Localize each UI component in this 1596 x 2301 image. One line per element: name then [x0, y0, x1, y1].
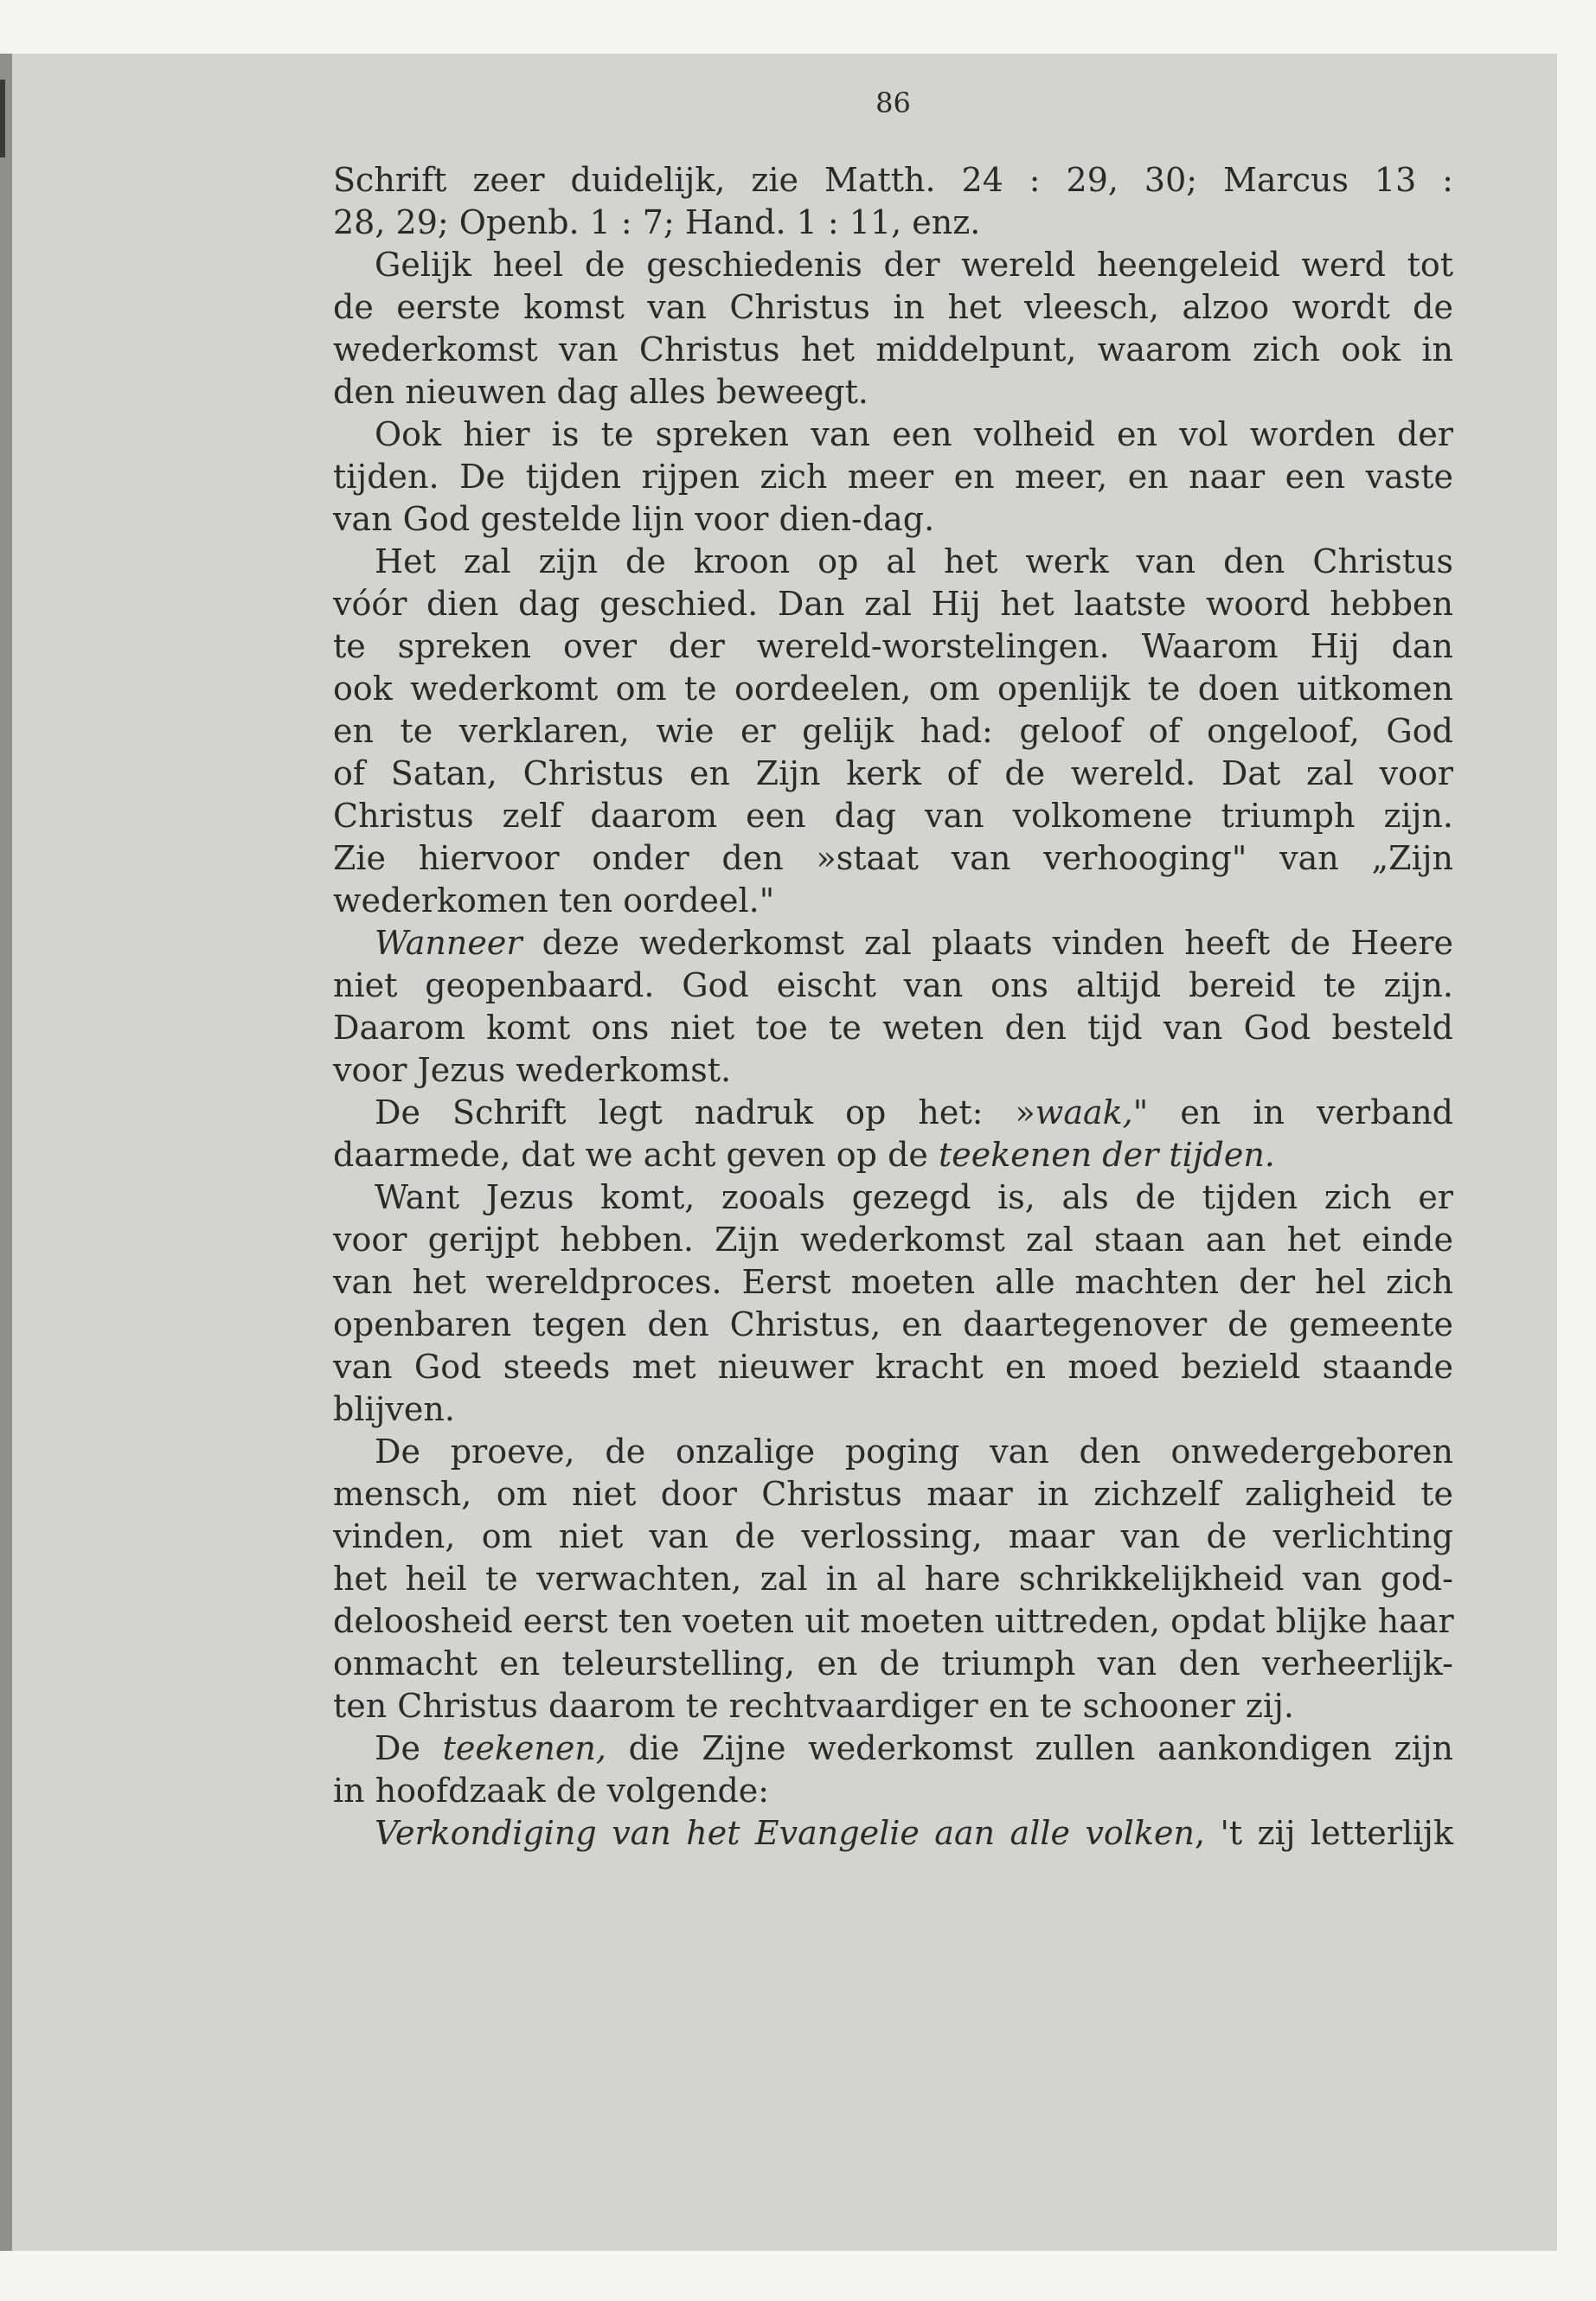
italic-text: Wanneer — [375, 924, 522, 962]
text-line: vinden, om niet van de verlossing, maar van de verlichting — [333, 1517, 1453, 1555]
text-line: Want Jezus komt, zooals gezegd is, als de tijden zich er — [375, 1178, 1453, 1216]
text-line: voor Jezus wederkomst. — [333, 1051, 732, 1089]
text-line: Gelijk heel de geschiedenis der wereld heengeleid werd tot — [375, 246, 1453, 284]
text-line: en te verklaren, wie er gelijk had: geloof of ongeloof, God — [333, 712, 1453, 750]
text-line: voor gerijpt hebben. Zijn wederkomst zal staan aan het einde — [333, 1221, 1453, 1259]
text-span: " en in verband — [1132, 1093, 1453, 1131]
text-line: Daarom komt ons niet toe te weten den tijd van God besteld — [333, 1009, 1453, 1047]
text-line: ook wederkomt om te oordeelen, om openlijk te doen uitkomen — [333, 670, 1453, 708]
text-line: deloosheid eerst ten voeten uit moeten uittreden, opdat blijke haar — [333, 1602, 1454, 1640]
text-line: Christus zelf daarom een dag van volkomene triumph zijn. — [333, 797, 1453, 835]
text-line: te spreken over der wereld-worstelingen. Waarom Hij dan — [333, 627, 1453, 665]
italic-text: Verkondiging van het Evangelie aan alle volken — [375, 1814, 1195, 1852]
text-span: daarmede, dat we acht geven op de — [333, 1136, 939, 1174]
text-line: blijven. — [333, 1390, 455, 1428]
text-line: het heil te verwachten, zal in al hare schrikkelijkheid van god- — [333, 1560, 1453, 1598]
page-number: 86 — [875, 87, 911, 119]
text-line: in hoofdzaak de volgende: — [333, 1772, 770, 1810]
text-line: den nieuwen dag alles beweegt. — [333, 373, 869, 411]
text-span: deze wederkomst zal plaats vinden heeft de Heere — [522, 924, 1453, 962]
text-line: van God gestelde lijn voor dien-dag. — [333, 500, 935, 538]
text-line — [333, 1727, 1453, 1770]
text-line: van God steeds met nieuwer kracht en moed bezield staande — [333, 1348, 1453, 1386]
book-page — [333, 87, 1453, 1855]
text-line: vóór dien dag geschied. Dan zal Hij het laatste woord hebben — [333, 585, 1453, 623]
text-line — [333, 1812, 1453, 1855]
text-span: die Zijne wederkomst zullen aankondigen zijn — [606, 1729, 1453, 1767]
text-line: De proeve, de onzalige poging van den onwedergeboren — [375, 1433, 1453, 1471]
text-line: tijden. De tijden rijpen zich meer en meer, en naar een vaste — [333, 458, 1453, 496]
text-line: van het wereldproces. Eerst moeten alle machten der hel zich — [333, 1263, 1453, 1301]
text-line: wederkomen ten oordeel." — [333, 881, 775, 920]
text-span: De — [375, 1729, 443, 1767]
text-line: ten Christus daarom te rechtvaardiger en te schooner zij. — [333, 1687, 1294, 1725]
italic-text: teekenen der tijden. — [938, 1136, 1275, 1174]
text-line: openbaren tegen den Christus, en daartegenover de gemeente — [333, 1305, 1453, 1343]
text-line: of Satan, Christus en Zijn kerk of de wereld. Dat zal voor — [333, 754, 1453, 792]
italic-text: waak, — [1035, 1093, 1133, 1131]
text-line — [333, 1134, 1453, 1176]
text-line — [333, 922, 1453, 965]
text-span: , 't zij letterlijk — [1194, 1814, 1453, 1852]
text-line: niet geopenbaard. God eischt van ons altijd bereid te zijn. — [333, 966, 1453, 1004]
text-line: 28, 29; Openb. 1 : 7; Hand. 1 : 11, enz. — [333, 203, 981, 241]
text-line: Zie hiervoor onder den »staat van verhooging" van „Zijn — [333, 839, 1453, 877]
text-line: de eerste komst van Christus in het vleesch, alzoo wordt de — [333, 288, 1453, 326]
text-line: wederkomst van Christus het middelpunt, waarom zich ook in — [333, 330, 1453, 369]
italic-text: teekenen, — [442, 1729, 606, 1767]
text-line: Schrift zeer duidelijk, zie Matth. 24 : 29, 30; Marcus 13 : — [333, 161, 1453, 199]
text-line: onmacht en teleurstelling, en de triumph van den verheerlijk- — [333, 1644, 1453, 1682]
scan-edge-mark — [0, 80, 5, 157]
text-span: De Schrift legt nadruk op het: » — [375, 1093, 1035, 1131]
text-line: Ook hier is te spreken van een volheid en vol worden der — [375, 415, 1453, 453]
text-line: Het zal zijn de kroon op al het werk van den Christus — [375, 542, 1453, 580]
scan-left-edge — [0, 54, 12, 2251]
text-line — [333, 1092, 1453, 1134]
text-line: mensch, om niet door Christus maar in zichzelf zaligheid te — [333, 1475, 1453, 1513]
body-text — [333, 159, 1453, 1855]
